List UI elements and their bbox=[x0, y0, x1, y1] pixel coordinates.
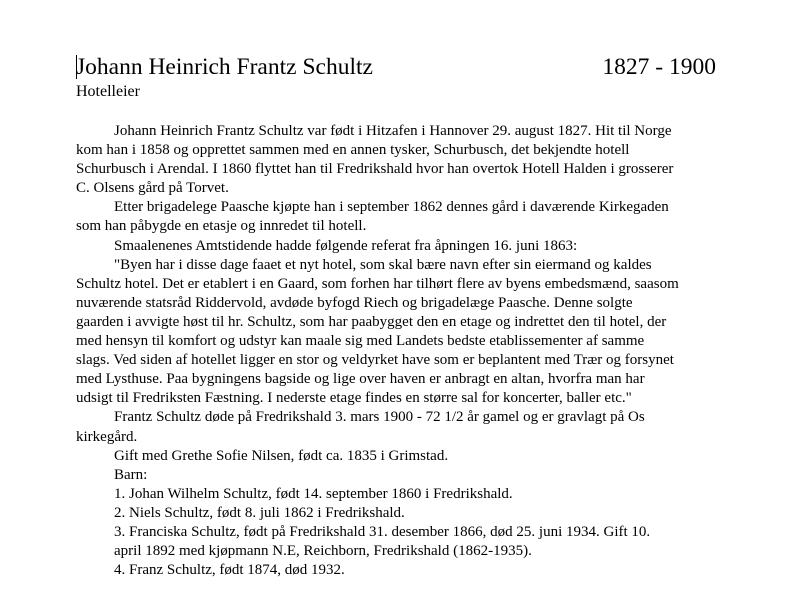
text-line: 4. Franz Schultz, født 1874, død 1932. bbox=[114, 562, 345, 579]
text-line: nuværende statsråd Riddervold, avdøde byfogd Riech og brigadelæge Paasche. Denne solgte bbox=[76, 294, 633, 311]
life-years: 1827 - 1900 bbox=[602, 54, 716, 80]
text-line: som han påbygde en etasje og innredet til hotell. bbox=[76, 218, 367, 235]
text-line: Schultz hotel. Det er etablert i en Gaard, som forhen har tilhørt flere av byens embedsmænd, saasom bbox=[76, 275, 679, 292]
biography-body bbox=[76, 122, 716, 580]
text-line: C. Olsens gård på Torvet. bbox=[76, 180, 229, 197]
text-line: med hensyn til komfort og udstyr kan maale sig med Landets bedste etablissementer af samme bbox=[76, 333, 645, 350]
text-line: slags. Ved siden af hotellet ligger en stor og veldyrket have som er beplantent med Trær og forsynet bbox=[76, 352, 674, 369]
text-line: kirkegård. bbox=[76, 428, 138, 445]
text-line: kom han i 1858 og opprettet sammen med en annen tysker, Schurbusch, det bekjendte hotell bbox=[76, 142, 630, 159]
text-line: 1. Johan Wilhelm Schultz, født 14. september 1860 i Fredrikshald. bbox=[114, 485, 513, 502]
title-row bbox=[76, 53, 716, 81]
text-line: med Lysthuse. Paa bygningens bagside og lige over haven er anbragt en altan, hvorfra man har bbox=[76, 371, 645, 388]
text-line: april 1892 med kjøpmann N.E, Reichborn, Fredrikshald (1862-1935). bbox=[114, 543, 532, 560]
text-line: Schurbusch i Arendal. I 1860 flyttet han til Fredrikshald hvor han overtok Hotell Halden i grosserer bbox=[76, 161, 674, 178]
text-line: 2. Niels Schultz, født 8. juli 1862 i Fredrikshald. bbox=[114, 504, 405, 521]
text-line: 3. Franciska Schultz, født på Fredrikshald 31. desember 1866, død 25. juni 1934. Gift 10. bbox=[114, 523, 651, 540]
text-line: Johann Heinrich Frantz Schultz var født i Hitzafen i Hannover 29. august 1827. Hit til Norge bbox=[114, 123, 672, 139]
text-line: Smaalenenes Amtstidende hadde følgende referat fra åpningen 16. juni 1863: bbox=[114, 237, 578, 254]
text-line: Frantz Schultz døde på Fredrikshald 3. mars 1900 - 72 1/2 år gamel og er gravlagt på Os bbox=[114, 409, 645, 426]
text-line: gaarden i avvigte høst til hr. Schultz, som har paabygget den en etage og indrettet den til hotel, der bbox=[76, 313, 667, 330]
text-line: Etter brigadelege Paasche kjøpte han i september 1862 dennes gård i daværende Kirkegaden bbox=[114, 199, 669, 216]
text-line: Barn: bbox=[114, 466, 148, 483]
text-line: Gift med Grethe Sofie Nilsen, født ca. 1835 i Grimstad. bbox=[114, 447, 449, 464]
text-line: udsigt til Fredriksten Fæstning. I nederste etage findes en større sal for koncerter, baller etc." bbox=[76, 390, 632, 407]
text-line: "Byen har i disse dage faaet et nyt hotel, som skal bære navn efter sin eiermand og kaldes bbox=[114, 256, 652, 273]
occupation-subtitle: Hotelleier bbox=[76, 83, 140, 100]
page-title: Johann Heinrich Frantz Schultz bbox=[76, 54, 373, 80]
